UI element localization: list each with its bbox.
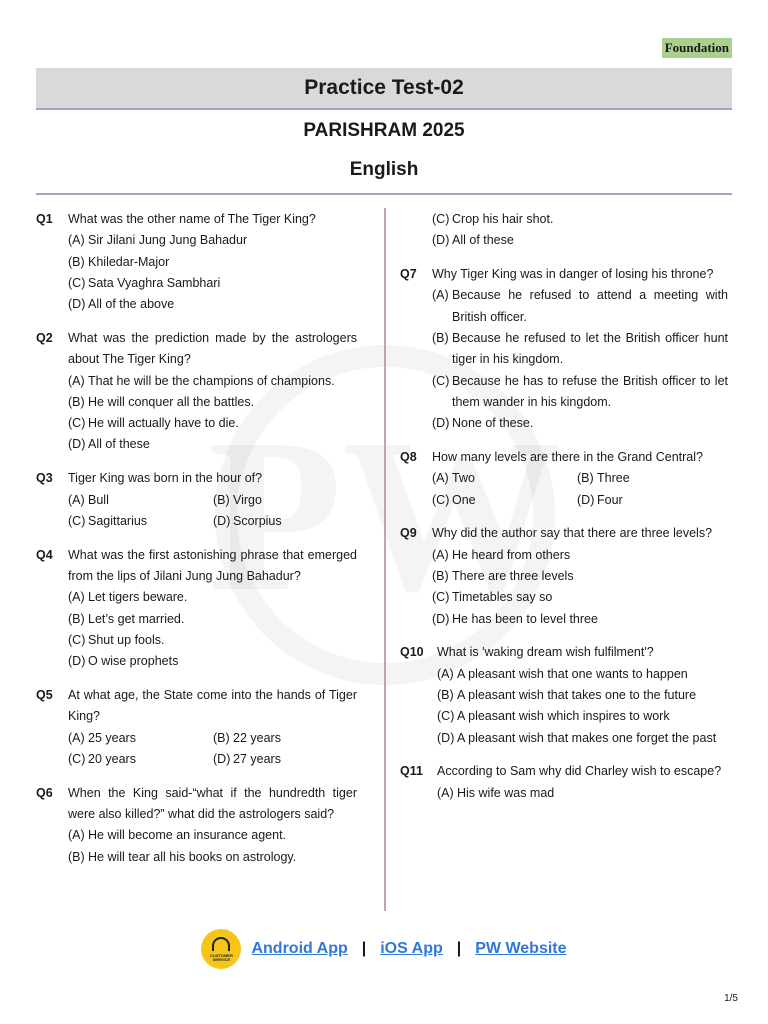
option-label: (A)	[68, 233, 85, 248]
question-text: Tiger King was born in the hour of?	[68, 471, 263, 486]
option-label: (B)	[432, 330, 449, 345]
option-label: (C)	[68, 751, 86, 766]
option-label: (A)	[68, 590, 85, 605]
customer-service-label: CUSTOMER SERVICE	[210, 953, 233, 962]
question-text: What was the other name of The Tiger King?	[68, 212, 316, 226]
question-number: Q7	[400, 267, 417, 282]
option-label: (A)	[68, 730, 85, 745]
option-text: He will tear all his books on astrology.	[88, 849, 297, 864]
question-q8	[400, 447, 728, 511]
option	[68, 630, 357, 651]
column-divider	[384, 208, 386, 911]
option	[68, 413, 357, 434]
option	[432, 609, 728, 630]
option-text: Let’s get married.	[88, 611, 185, 626]
option-label: (B)	[68, 611, 85, 626]
option-text: Because he refused to attend a meeting with British officer.	[452, 288, 728, 324]
option	[68, 273, 357, 294]
page-number: 1/5	[724, 993, 738, 1004]
footer-links	[0, 929, 768, 969]
option-label: (B)	[68, 254, 85, 269]
question-text: Why did the author say that there are three levels?	[432, 526, 713, 541]
option-label: (A)	[432, 471, 449, 486]
headset-icon	[212, 937, 230, 951]
option-label: (D)	[437, 730, 455, 745]
option-label: (C)	[68, 416, 86, 431]
question-number: Q3	[36, 471, 53, 486]
option-text: Sir Jilani Jung Jung Bahadur	[88, 233, 248, 248]
option-text: That he will be the champions of champions.	[88, 373, 335, 388]
option-label: (C)	[432, 373, 450, 388]
option-text: Shut up fools.	[88, 632, 165, 647]
option	[68, 392, 357, 413]
option-text: None of these.	[452, 416, 534, 431]
option-text: A pleasant wish which inspires to work	[457, 709, 670, 724]
question-q7	[400, 264, 728, 434]
option	[68, 252, 357, 273]
option-text: Three	[597, 471, 630, 486]
option-label: (A)	[437, 785, 454, 800]
foundation-badge: Foundation	[662, 38, 732, 58]
option	[432, 545, 728, 566]
link-separator: |	[456, 940, 462, 957]
option-text: Sagittarius	[88, 513, 148, 528]
option	[437, 706, 728, 727]
question-text: What was the prediction made by the astrologers about The Tiger King?	[68, 330, 357, 367]
option-label: (D)	[68, 437, 86, 452]
question-number: Q10	[400, 645, 424, 660]
customer-service-icon[interactable]	[201, 929, 241, 969]
option-label: (D)	[68, 654, 86, 669]
option-label: (A)	[68, 828, 85, 843]
question-q6	[36, 783, 357, 868]
option-text: All of these	[452, 233, 514, 248]
question-text: At what age, the State come into the hands of Tiger King?	[68, 687, 357, 724]
option	[68, 294, 357, 315]
option	[432, 468, 577, 489]
pw-website-link[interactable]: PW Website	[475, 940, 567, 957]
option	[68, 847, 357, 868]
option-label: (A)	[437, 666, 454, 681]
question-text: Why Tiger King was in danger of losing his throne?	[432, 267, 714, 282]
option-label: (B)	[68, 394, 85, 409]
option-label: (D)	[213, 513, 231, 528]
question-q11	[400, 761, 728, 804]
option-text: Two	[452, 471, 475, 486]
option-text: O wise prophets	[88, 654, 179, 669]
option	[432, 490, 577, 511]
option-label: (C)	[68, 275, 86, 290]
option	[68, 434, 357, 455]
question-number: Q2	[36, 330, 53, 345]
question-q10	[400, 642, 728, 748]
option	[437, 685, 728, 706]
option-text: 25 years	[88, 730, 136, 745]
question-text: How many levels are there in the Grand Central?	[432, 449, 703, 464]
option	[577, 490, 728, 511]
question-number: Q1	[36, 212, 53, 226]
subject-name: English	[349, 159, 419, 180]
option-text: A pleasant wish that one wants to happen	[457, 666, 688, 681]
option-text: Sata Vyaghra Sambhari	[88, 275, 221, 290]
option-label: (B)	[213, 492, 230, 507]
option-text: 20 years	[88, 751, 136, 766]
option	[437, 783, 728, 804]
option-text: He heard from others	[452, 547, 571, 562]
option-text: Scorpius	[233, 513, 282, 528]
option-label: (C)	[432, 492, 450, 507]
option-text: Because he has to refuse the British officer to let them wander in his kingdom.	[452, 373, 728, 409]
option-text: Because he refused to let the British officer hunt tiger in his kingdom.	[452, 330, 728, 367]
option-text: Four	[597, 492, 623, 507]
option-text: He will actually have to die.	[88, 416, 239, 431]
option	[68, 651, 357, 672]
q6-continued	[432, 209, 728, 252]
right-column	[400, 209, 728, 816]
option-label: (D)	[432, 416, 450, 431]
option-label: (D)	[577, 492, 595, 507]
option	[68, 490, 213, 511]
option	[213, 728, 357, 749]
option-label: (B)	[68, 849, 85, 864]
option	[68, 371, 357, 392]
question-number: Q6	[36, 785, 53, 800]
question-text: When the King said-“what if the hundredth tiger were also killed?” what did the astrologers said?	[68, 785, 357, 821]
option-label: (C)	[432, 590, 450, 605]
option-text: He will become an insurance agent.	[88, 828, 287, 843]
question-text: What is 'waking dream wish fulfilment'?	[437, 645, 654, 660]
option	[68, 230, 357, 251]
option-label: (D)	[68, 297, 86, 312]
option-label: (D)	[213, 751, 231, 766]
question-number: Q4	[36, 547, 53, 562]
option	[577, 468, 728, 489]
question-number: Q11	[400, 764, 423, 779]
option-text: One	[452, 492, 476, 507]
option	[432, 285, 728, 328]
question-q4	[36, 545, 357, 673]
question-q1	[36, 209, 357, 315]
option-text: Timetables say so	[452, 590, 553, 605]
option-text: A pleasant wish that makes one forget the past	[457, 730, 717, 745]
option-text: All of the above	[88, 297, 175, 312]
option	[213, 490, 357, 511]
option-label: (C)	[437, 709, 455, 724]
header-rule	[36, 193, 732, 195]
question-number: Q8	[400, 449, 417, 464]
option	[68, 749, 213, 770]
android-app-link[interactable]: Android App	[251, 940, 348, 957]
option-label: (C)	[68, 513, 86, 528]
exam-name: PARISHRAM 2025	[303, 120, 465, 141]
option-label: (B)	[437, 687, 454, 702]
option	[68, 609, 357, 630]
question-number: Q9	[400, 526, 417, 541]
question-q2	[36, 328, 357, 456]
option-text: His wife was mad	[457, 785, 555, 800]
option-text: Khiledar-Major	[88, 254, 170, 269]
option-text: 27 years	[233, 751, 281, 766]
option	[432, 587, 728, 608]
option	[432, 413, 728, 434]
page-title: Practice Test-02	[36, 68, 732, 110]
question-text: According to Sam why did Charley wish to escape?	[437, 764, 722, 779]
option	[432, 209, 728, 230]
option-label: (D)	[432, 233, 450, 248]
question-q5	[36, 685, 357, 770]
option-label: (B)	[577, 471, 594, 486]
option-label: (B)	[432, 568, 449, 583]
left-column	[36, 209, 357, 880]
option-text: He has been to level three	[452, 611, 598, 626]
question-q3	[36, 468, 357, 532]
option-text: There are three levels	[452, 568, 574, 583]
option-text: Virgo	[233, 492, 262, 507]
ios-app-link[interactable]: iOS App	[380, 940, 443, 957]
option-label: (C)	[432, 212, 450, 226]
option-label: (A)	[432, 288, 449, 303]
option-label: (C)	[68, 632, 86, 647]
option-label: (A)	[68, 373, 85, 388]
question-q9	[400, 523, 728, 629]
option-text: Bull	[88, 492, 109, 507]
option	[213, 511, 357, 532]
option-text: 22 years	[233, 730, 281, 745]
option-text: Let tigers beware.	[88, 590, 188, 605]
link-separator: |	[361, 940, 367, 957]
question-text: What was the first astonishing phrase that emerged from the lips of Jilani Jung Jung Bahadur?	[68, 547, 357, 583]
option	[68, 825, 357, 846]
option	[437, 664, 728, 685]
question-number: Q5	[36, 687, 53, 702]
option	[68, 587, 357, 608]
option-label: (A)	[432, 547, 449, 562]
option	[68, 511, 213, 532]
option	[437, 728, 728, 749]
option	[68, 728, 213, 749]
option-text: Crop his hair shot.	[452, 212, 554, 226]
option	[432, 328, 728, 371]
option-text: A pleasant wish that takes one to the future	[457, 687, 697, 702]
option	[432, 230, 728, 251]
option-label: (D)	[432, 611, 450, 626]
option-text: All of these	[88, 437, 150, 452]
option-label: (B)	[213, 730, 230, 745]
option-label: (A)	[68, 492, 85, 507]
option	[432, 566, 728, 587]
option	[213, 749, 357, 770]
option-text: He will conquer all the battles.	[88, 394, 255, 409]
option	[432, 371, 728, 414]
